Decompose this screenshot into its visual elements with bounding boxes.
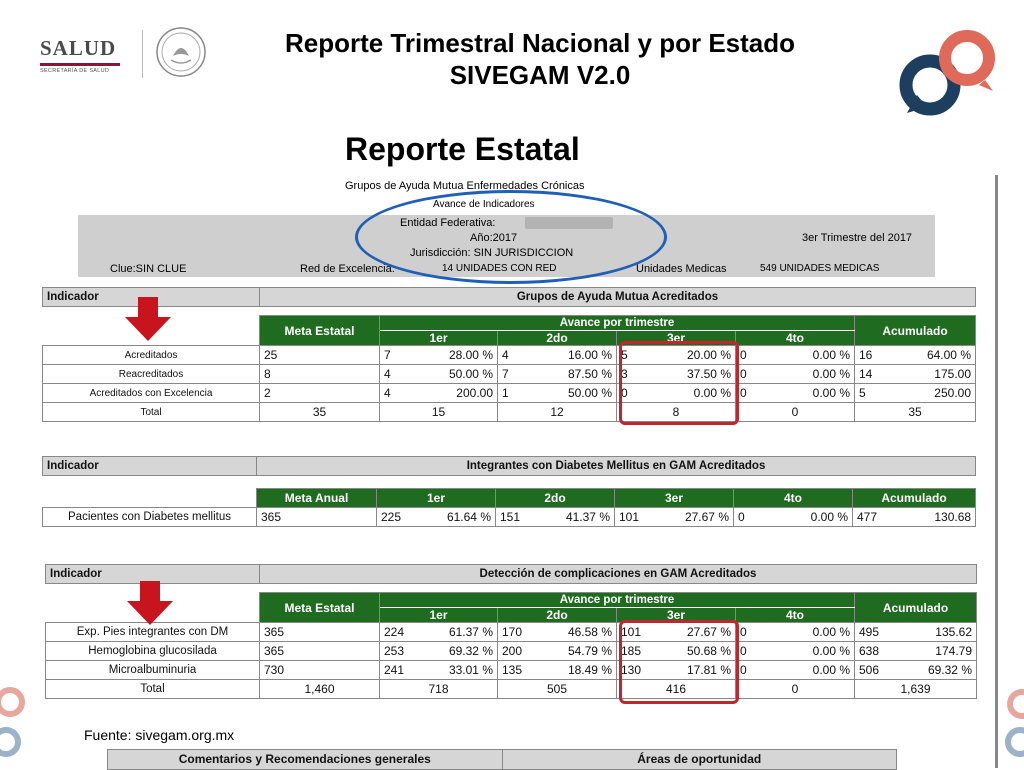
table-diabetes <box>42 456 976 527</box>
count-cell: 0 <box>740 348 747 362</box>
acumulado-header: Acumulado <box>855 316 976 346</box>
down-arrow-icon <box>127 581 173 625</box>
report-line-2: Avance de Indicadores <box>433 199 535 210</box>
red-label: Red de Excelencia: <box>300 263 395 275</box>
pct-cell: 27.67 % <box>686 625 731 639</box>
indicator-title: Grupos de Ayuda Mutua Acreditados <box>260 288 976 307</box>
table-row <box>46 623 977 642</box>
count-cell: 0 <box>740 367 747 381</box>
count-cell: 0 <box>621 386 628 400</box>
source-note: Fuente: sivegam.org.mx <box>84 727 235 743</box>
pct-cell: 0.00 % <box>812 386 850 400</box>
count-cell: 253 <box>384 644 405 658</box>
report-line-1: Grupos de Ayuda Mutua Enfermedades Crónicas <box>345 180 585 192</box>
ministry-word: SALUD <box>40 36 117 60</box>
table-row <box>43 346 976 365</box>
entidad-label: Entidad Federativa: <box>400 217 496 229</box>
quarter-header: 2do <box>498 608 617 623</box>
count-cell: 5 <box>859 386 866 400</box>
count-cell: 495 <box>859 625 880 639</box>
avance-header: Avance por trimestre <box>380 316 855 331</box>
indicator-label: Indicador <box>43 457 257 476</box>
pct-cell: 17.81 % <box>686 663 731 677</box>
meta-header: Meta Estatal <box>260 316 380 346</box>
total-label: Total <box>46 680 260 699</box>
pct-cell: 41.37 % <box>565 510 610 524</box>
count-cell: 101 <box>621 625 642 639</box>
total-meta: 1,460 <box>260 680 380 699</box>
avance-header: Avance por trimestre <box>380 593 855 608</box>
count-cell: 185 <box>621 644 642 658</box>
pct-cell: 54.79 % <box>567 644 612 658</box>
quarter-header: 3er <box>615 489 734 508</box>
unidades-value: 549 UNIDADES MEDICAS <box>760 263 880 274</box>
count-cell: 0 <box>740 644 747 658</box>
count-cell: 0 <box>740 386 747 400</box>
total-cell: 416 <box>617 680 736 699</box>
count-cell: 130 <box>621 663 642 677</box>
count-cell: 4 <box>502 348 509 362</box>
row-label: Acreditados <box>43 346 260 365</box>
pct-cell: 61.64 % <box>446 510 491 524</box>
decorative-mark-icon <box>0 680 32 768</box>
total-cell: 0 <box>736 680 855 699</box>
meta-header: Meta Anual <box>257 489 377 508</box>
meta-cell: 365 <box>257 508 377 527</box>
indicator-row <box>43 288 976 307</box>
opportunity-column: Áreas de oportunidad <box>637 752 762 766</box>
pct-cell: 18.49 % <box>567 663 612 677</box>
count-cell: 135 <box>502 663 523 677</box>
pct-cell: 50.00 % <box>448 367 493 381</box>
comments-table-header <box>107 749 897 770</box>
total-meta: 35 <box>260 403 380 422</box>
meta-cell: 365 <box>260 623 380 642</box>
quarter-header: 1er <box>380 331 498 346</box>
count-cell: 200 <box>502 644 523 658</box>
clue-label: Clue:SIN CLUE <box>110 263 187 275</box>
highlight-box-q3-table1 <box>619 341 739 425</box>
unidades-label: Unidades Medicas <box>636 263 727 275</box>
pct-cell: 0.00 % <box>812 625 850 639</box>
total-row <box>43 403 976 422</box>
row-label: Microalbuminuria <box>46 661 260 680</box>
total-cell: 718 <box>380 680 498 699</box>
acumulado-header: Acumulado <box>855 593 977 623</box>
count-cell: 3 <box>621 367 628 381</box>
table-row <box>43 508 976 527</box>
pct-cell: 46.58 % <box>567 625 612 639</box>
pct-cell: 20.00 % <box>686 348 731 362</box>
row-label: Exp. Pies integrantes con DM <box>46 623 260 642</box>
count-cell: 7 <box>502 367 509 381</box>
pct-cell: 16.00 % <box>567 348 612 362</box>
count-cell: 151 <box>500 510 521 524</box>
pct-cell: 69.32 % <box>927 663 972 677</box>
pct-cell: 174.79 <box>935 644 972 658</box>
page-title <box>215 27 865 91</box>
year-label: Año:2017 <box>470 232 518 244</box>
total-cell: 15 <box>380 403 498 422</box>
row-label: Pacientes con Diabetes mellitus <box>43 508 257 527</box>
national-seal-icon <box>155 26 207 78</box>
pct-cell: 28.00 % <box>448 348 493 362</box>
indicator-label: Indicador <box>43 288 260 307</box>
acumulado-header: Acumulado <box>853 489 976 508</box>
quarter-header: 1er <box>377 489 496 508</box>
pct-cell: 50.00 % <box>567 386 612 400</box>
quarter-header: 4to <box>736 331 855 346</box>
indicator-row <box>43 457 976 476</box>
document-border <box>995 175 998 768</box>
table-gam-acreditados <box>42 287 976 422</box>
count-cell: 7 <box>384 348 391 362</box>
indicator-row <box>46 565 977 584</box>
pct-cell: 175.00 <box>934 367 971 381</box>
total-label: Total <box>43 403 260 422</box>
count-cell: 5 <box>621 348 628 362</box>
quarter-header: 4to <box>734 489 853 508</box>
jurisdiccion-label: Jurisdicción: SIN JURISDICCION <box>410 247 574 259</box>
table-row <box>43 365 976 384</box>
salud-logo <box>40 36 135 74</box>
pct-cell: 250.00 <box>934 386 971 400</box>
pct-cell: 69.32 % <box>448 644 493 658</box>
total-cell: 505 <box>498 680 617 699</box>
table-row <box>46 642 977 661</box>
count-cell: 225 <box>381 510 402 524</box>
count-cell: 224 <box>384 625 405 639</box>
pct-cell: 0.00 % <box>812 348 850 362</box>
brand-logo-icon <box>895 25 1000 120</box>
total-cell: 8 <box>617 403 736 422</box>
ministry-subtitle: SECRETARÍA DE SALUD <box>40 68 110 74</box>
pct-cell: 33.01 % <box>448 663 493 677</box>
quarter-label: 3er Trimestre del 2017 <box>802 232 913 244</box>
row-label: Hemoglobina glucosilada <box>46 642 260 661</box>
pct-cell: 0.00 % <box>812 367 850 381</box>
row-label: Acreditados con Excelencia <box>43 384 260 403</box>
meta-cell: 730 <box>260 661 380 680</box>
logo-bar <box>40 63 120 66</box>
quarter-header: 4to <box>736 608 855 623</box>
indicator-title: Integrantes con Diabetes Mellitus en GAM Acreditados <box>257 457 976 476</box>
comments-column: Comentarios y Recomendaciones generales <box>108 750 503 769</box>
table-row <box>46 661 977 680</box>
total-acum: 1,639 <box>855 680 977 699</box>
quarter-header: 3er <box>617 608 736 623</box>
red-value: 14 UNIDADES CON RED <box>442 263 557 274</box>
quarter-header: 1er <box>380 608 498 623</box>
quarter-header: 3er <box>617 331 736 346</box>
section-heading: Reporte Estatal <box>345 131 580 167</box>
pct-cell: 27.67 % <box>684 510 729 524</box>
count-cell: 4 <box>384 367 391 381</box>
count-cell: 241 <box>384 663 405 677</box>
count-cell: 101 <box>619 510 640 524</box>
quarter-header: 2do <box>498 331 617 346</box>
highlight-ellipse <box>355 190 667 284</box>
pct-cell: 200.00 <box>456 386 493 400</box>
pct-cell: 0.00 % <box>812 644 850 658</box>
pct-cell: 0.00 % <box>693 386 731 400</box>
meta-cell: 365 <box>260 642 380 661</box>
row-label: Reacreditados <box>43 365 260 384</box>
meta-cell: 2 <box>260 384 380 403</box>
count-cell: 170 <box>502 625 523 639</box>
total-acum: 35 <box>855 403 976 422</box>
table-row <box>43 384 976 403</box>
count-cell: 16 <box>859 348 873 362</box>
total-cell: 0 <box>736 403 855 422</box>
pct-cell: 64.00 % <box>926 348 971 362</box>
count-cell: 477 <box>857 510 878 524</box>
title-line-1: Reporte Trimestral Nacional y por Estado <box>284 28 796 58</box>
decorative-mark-icon <box>996 684 1024 768</box>
total-row <box>46 680 977 699</box>
quarter-header: 2do <box>496 489 615 508</box>
table-complicaciones <box>45 564 977 699</box>
count-cell: 638 <box>859 644 880 658</box>
meta-cell: 8 <box>260 365 380 384</box>
count-cell: 14 <box>859 367 873 381</box>
pct-cell: 61.37 % <box>448 625 493 639</box>
indicator-title: Detección de complicaciones en GAM Acreditados <box>260 565 977 584</box>
pct-cell: 135.62 <box>935 625 972 639</box>
logo-divider <box>142 30 143 78</box>
count-cell: 4 <box>384 386 391 400</box>
title-line-2: SIVEGAM V2.0 <box>449 60 631 90</box>
pct-cell: 87.50 % <box>567 367 612 381</box>
count-cell: 0 <box>738 510 745 524</box>
count-cell: 0 <box>740 625 747 639</box>
pct-cell: 37.50 % <box>686 367 731 381</box>
pct-cell: 0.00 % <box>810 510 848 524</box>
indicator-label: Indicador <box>46 565 260 584</box>
highlight-box-q3-table3 <box>619 620 739 704</box>
down-arrow-icon <box>125 297 171 341</box>
pct-cell: 0.00 % <box>812 663 850 677</box>
count-cell: 506 <box>859 663 880 677</box>
meta-header: Meta Estatal <box>260 593 380 623</box>
count-cell: 1 <box>502 386 509 400</box>
total-cell: 12 <box>498 403 617 422</box>
meta-cell: 25 <box>260 346 380 365</box>
pct-cell: 130.68 <box>934 510 972 524</box>
count-cell: 0 <box>740 663 747 677</box>
pct-cell: 50.68 % <box>686 644 731 658</box>
